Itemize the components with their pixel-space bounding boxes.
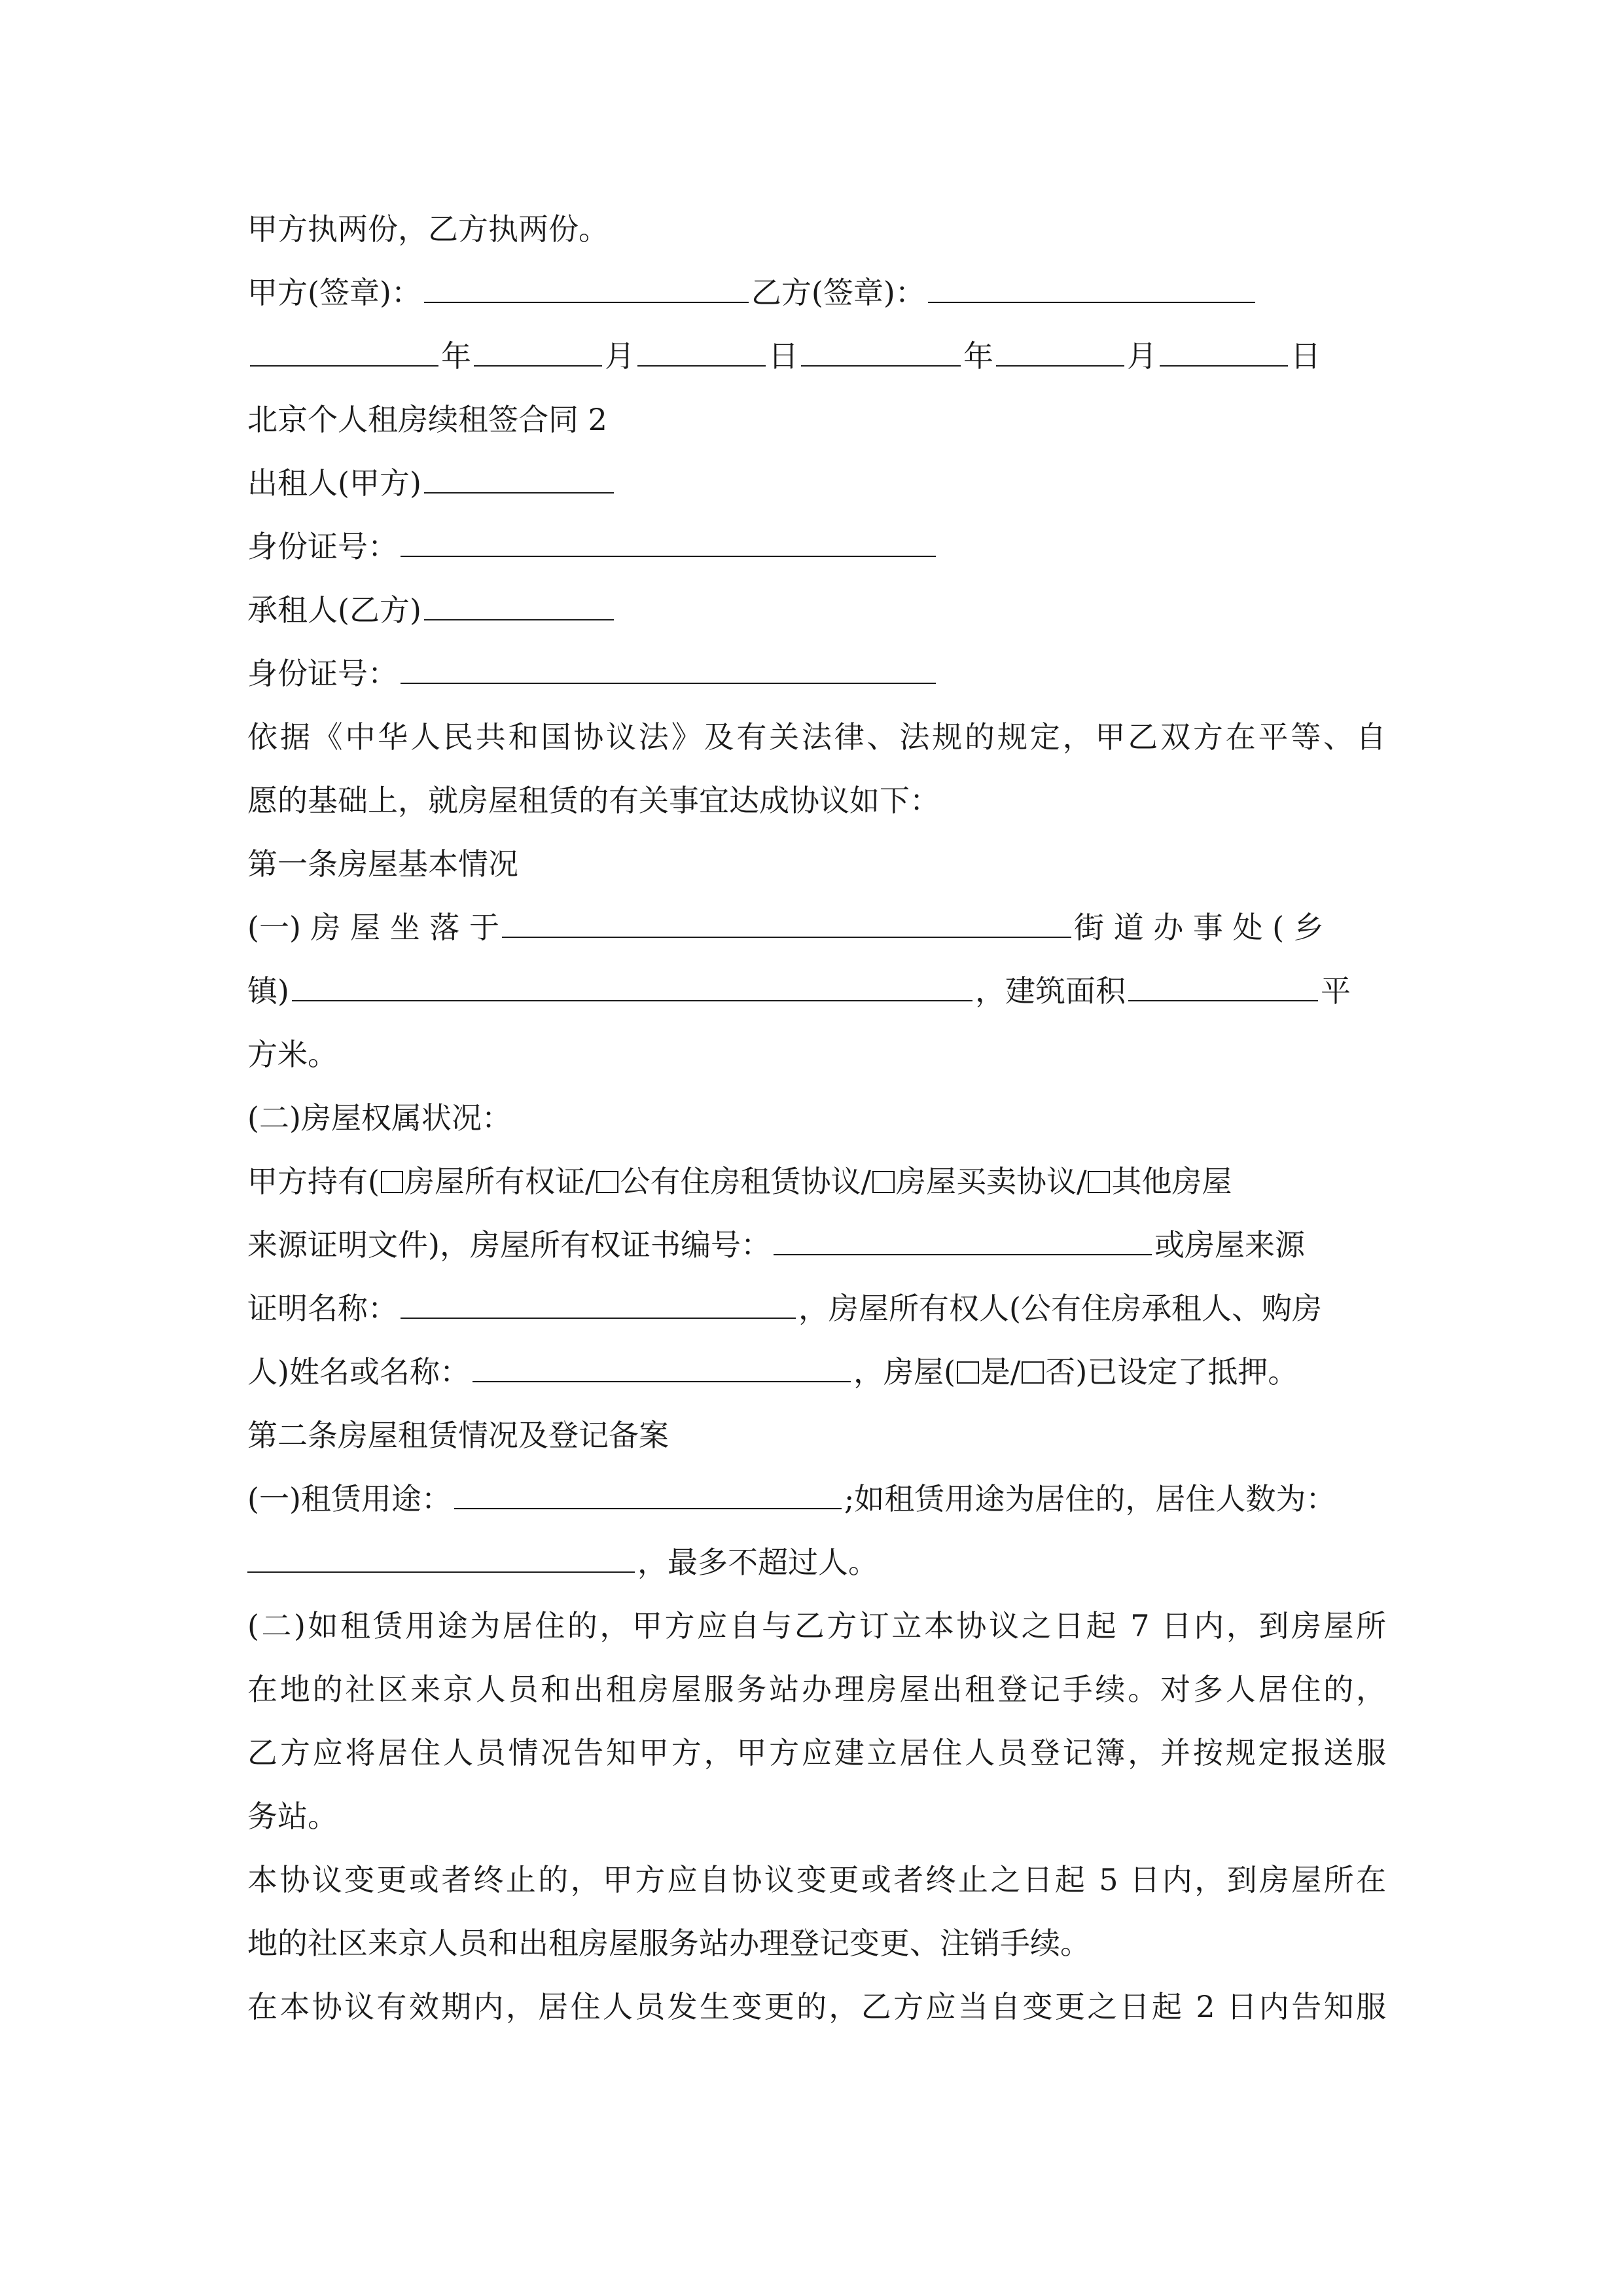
location-line: (一) 房 屋 坐 落 于 街 道 办 事 处 ( 乡 xyxy=(247,896,1386,960)
certificate-number-field[interactable] xyxy=(774,1213,1152,1255)
purchase-agreement-checkbox[interactable] xyxy=(872,1171,895,1193)
lessor-id-line: 身份证号： xyxy=(247,515,1386,579)
party-a-signature-label: 甲方(签章)： xyxy=(247,275,421,310)
certificate-name-field[interactable] xyxy=(401,1277,796,1319)
lessee-name-field[interactable] xyxy=(424,579,614,620)
party-b-month-field[interactable] xyxy=(996,325,1124,367)
section-heading: 第二条房屋租赁情况及登记备案 xyxy=(247,1418,669,1453)
mortgage-yes-checkbox[interactable] xyxy=(957,1361,979,1384)
text-line: 在地的社区来京人员和出租房屋服务站办理房屋出租登记手续。对多人居住的， xyxy=(247,1672,1386,1707)
party-a-month-field[interactable] xyxy=(474,325,602,367)
area-line: 镇) ，建筑面积 平 xyxy=(247,960,1386,1023)
lessor-name-field[interactable] xyxy=(424,452,614,493)
lessor-line: 出租人(甲方) xyxy=(247,452,1386,515)
text-line: 地的社区来京人员和出租房屋服务站办理登记变更、注销手续。 xyxy=(247,1926,1090,1961)
floor-area-field[interactable] xyxy=(1128,960,1318,1001)
other-source-document-checkbox[interactable] xyxy=(1088,1171,1110,1193)
party-b-year-field[interactable] xyxy=(801,325,961,367)
party-b-day-field[interactable] xyxy=(1160,325,1288,367)
certificate-number-line: 来源证明文件)，房屋所有权证书编号： 或房屋来源 xyxy=(247,1213,1386,1277)
text-line: 务站。 xyxy=(247,1799,338,1834)
property-location-field[interactable] xyxy=(502,896,1071,938)
owner-name-line: 人)姓名或名称： ，房屋( 是/ 否)已设定了抵押。 xyxy=(247,1340,1386,1404)
lessee-line: 承租人(乙方) xyxy=(247,579,1386,642)
text-line: 方米。 xyxy=(247,1037,338,1072)
lessor-id-field[interactable] xyxy=(401,515,936,557)
text-line: 乙方应将居住人员情况告知甲方，甲方应建立居住人员登记簿，并按规定报送服 xyxy=(247,1735,1386,1770)
party-a-year-field[interactable] xyxy=(250,325,438,367)
occupant-count-field[interactable] xyxy=(247,1531,635,1573)
party-a-day-field[interactable] xyxy=(637,325,766,367)
text-line: 依据《中华人民共和国协议法》及有关法律、法规的规定，甲乙双方在平等、自 xyxy=(247,719,1386,755)
section-heading: 第一条房屋基本情况 xyxy=(247,846,518,882)
text-line: 本协议变更或者终止的，甲方应自协议变更或者终止之日起 5 日内，到房屋所在 xyxy=(247,1862,1386,1897)
lease-purpose-line: (一)租赁用途： ;如租赁用途为居住的，居住人数为： xyxy=(247,1467,1386,1531)
party-a-signature-field[interactable] xyxy=(424,261,749,303)
lease-purpose-field[interactable] xyxy=(454,1467,842,1509)
owner-name-field[interactable] xyxy=(473,1340,851,1382)
signature-line xyxy=(247,261,1386,325)
occupants-line: ，最多不超过人。 xyxy=(247,1531,1386,1594)
text-line: 在本协议有效期内，居住人员发生变更的，乙方应当自变更之日起 2 日内告知服 xyxy=(247,1989,1386,2024)
mortgage-no-checkbox[interactable] xyxy=(1022,1361,1044,1384)
text-line: 愿的基础上，就房屋租赁的有关事宜达成协议如下： xyxy=(247,783,940,818)
party-b-signature-label: 乙方(签章)： xyxy=(751,275,925,310)
town-field[interactable] xyxy=(292,960,972,1001)
ownership-certificate-checkbox[interactable] xyxy=(381,1171,403,1193)
ownership-options-line: 甲方持有( 房屋所有权证/ 公有住房租赁协议/ 房屋买卖协议/ 其他房屋 xyxy=(247,1164,1232,1199)
text-line: (二)房屋权属状况： xyxy=(247,1100,512,1136)
lessee-id-field[interactable] xyxy=(401,642,936,684)
text-line: (二)如租赁用途为居住的，甲方应自与乙方订立本协议之日起 7 日内，到房屋所 xyxy=(247,1608,1386,1643)
public-housing-lease-checkbox[interactable] xyxy=(596,1171,618,1193)
party-b-signature-field[interactable] xyxy=(928,261,1255,303)
text-line: 甲方执两份，乙方执两份。 xyxy=(247,211,609,247)
document-title: 北京个人租房续租签合同 2 xyxy=(247,402,607,437)
certificate-name-line: 证明名称： ，房屋所有权人(公有住房承租人、购房 xyxy=(247,1277,1386,1340)
lessee-id-line: 身份证号： xyxy=(247,642,1386,706)
date-line: 年 月 日 年 月 日 xyxy=(247,325,1386,388)
